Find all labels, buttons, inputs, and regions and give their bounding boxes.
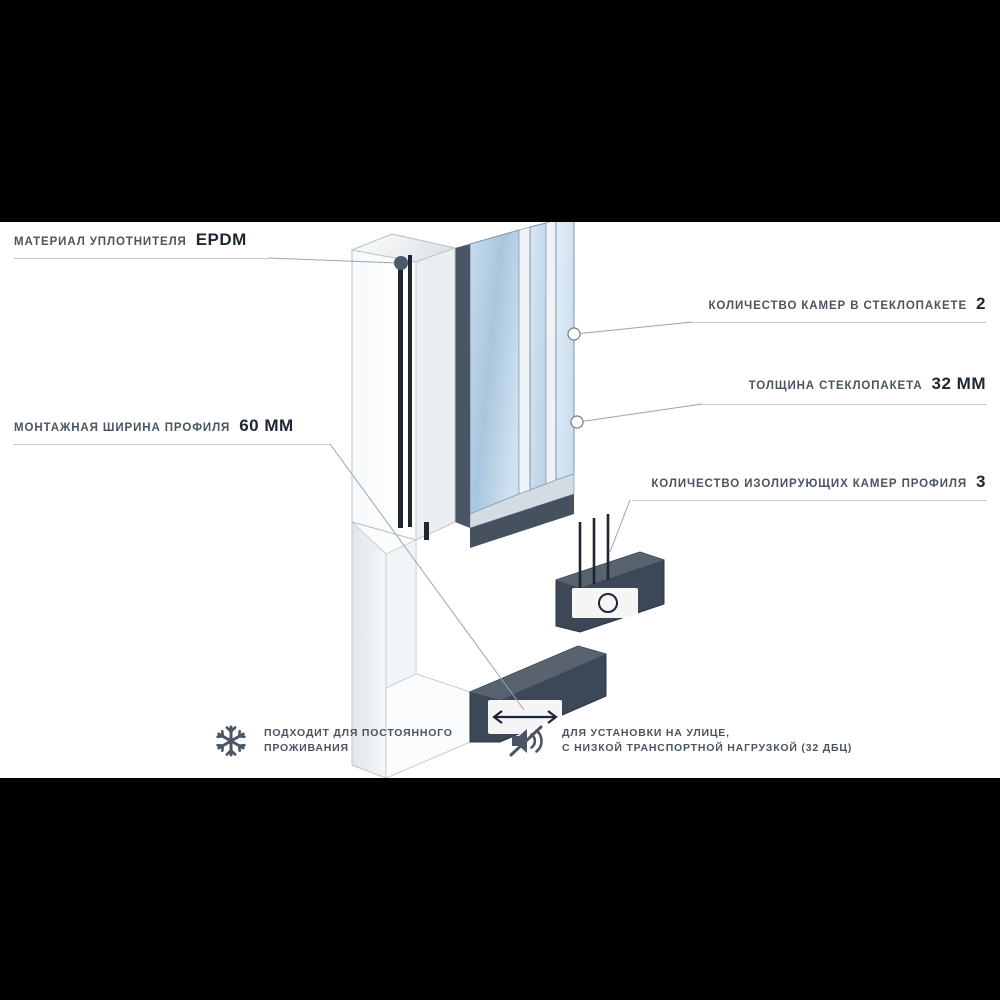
callout-seal-material <box>14 230 247 250</box>
callout-profile-chambers-label: КОЛИЧЕСТВО ИЗОЛИРУЮЩИХ КАМЕР ПРОФИЛЯ <box>651 478 968 490</box>
glazing-bead-dark <box>455 244 470 528</box>
callout-seal-material-value: EPDM <box>195 230 247 249</box>
glass-pane-middle <box>530 223 546 490</box>
callout-profile-chambers-rule <box>632 500 986 501</box>
callout-glazing-thickness-value: 32 ММ <box>931 374 986 393</box>
snowflake-icon <box>212 722 250 760</box>
profile-chamber-cavity <box>572 588 638 618</box>
seal-gasket-outer <box>398 258 403 528</box>
muted-speaker-icon <box>508 722 548 760</box>
frame-front-face <box>386 540 416 688</box>
glass-gap-1 <box>519 227 530 494</box>
callout-glazing-thickness-rule <box>702 404 986 405</box>
callout-seal-material-label: МАТЕРИАЛ УПЛОТНИТЕЛЯ <box>14 236 187 248</box>
callout-profile-width-label: МОНТАЖНАЯ ШИРИНА ПРОФИЛЯ <box>14 422 231 434</box>
feature-permanent-living-line1: ПОДХОДИТ ДЛЯ ПОСТОЯННОГО <box>264 727 453 739</box>
feature-street-installation <box>508 722 852 760</box>
feature-street-installation-line2: С НИЗКОЙ ТРАНСПОРТНОЙ НАГРУЗКОЙ (32 ДБЦ) <box>562 742 853 754</box>
callout-seal-material-rule <box>14 258 268 259</box>
seal-gasket-inner <box>408 255 412 527</box>
feature-permanent-living <box>212 722 453 760</box>
sash-top-face <box>416 248 455 540</box>
feature-street-installation-text <box>562 726 852 756</box>
callout-profile-chambers-value: 3 <box>976 472 986 491</box>
glass-pane-outer <box>470 230 519 514</box>
callout-profile-width-rule <box>14 444 330 445</box>
callout-glazing-chambers-value: 2 <box>976 294 986 313</box>
callout-profile-chambers <box>651 472 986 492</box>
window-profile-diagram <box>0 222 1000 778</box>
feature-permanent-living-line2: ПРОЖИВАНИЯ <box>264 742 349 754</box>
feature-permanent-living-text <box>264 726 453 756</box>
callout-glazing-thickness <box>749 374 986 394</box>
callout-glazing-chambers-rule <box>692 322 986 323</box>
callout-glazing-chambers <box>709 294 986 314</box>
callout-glazing-thickness-label: ТОЛЩИНА СТЕКЛОПАКЕТА <box>748 380 923 392</box>
callout-glazing-chambers-label: КОЛИЧЕСТВО КАМЕР В СТЕКЛОПАКЕТЕ <box>708 300 968 312</box>
seal-gasket-foot <box>424 522 429 540</box>
glass-pane-inner <box>556 222 574 480</box>
glass-gap-2 <box>546 222 556 484</box>
feature-street-installation-line1: ДЛЯ УСТАНОВКИ НА УЛИЦЕ, <box>562 727 730 739</box>
callout-profile-width-value: 60 ММ <box>239 416 294 435</box>
callout-profile-width <box>14 416 294 436</box>
